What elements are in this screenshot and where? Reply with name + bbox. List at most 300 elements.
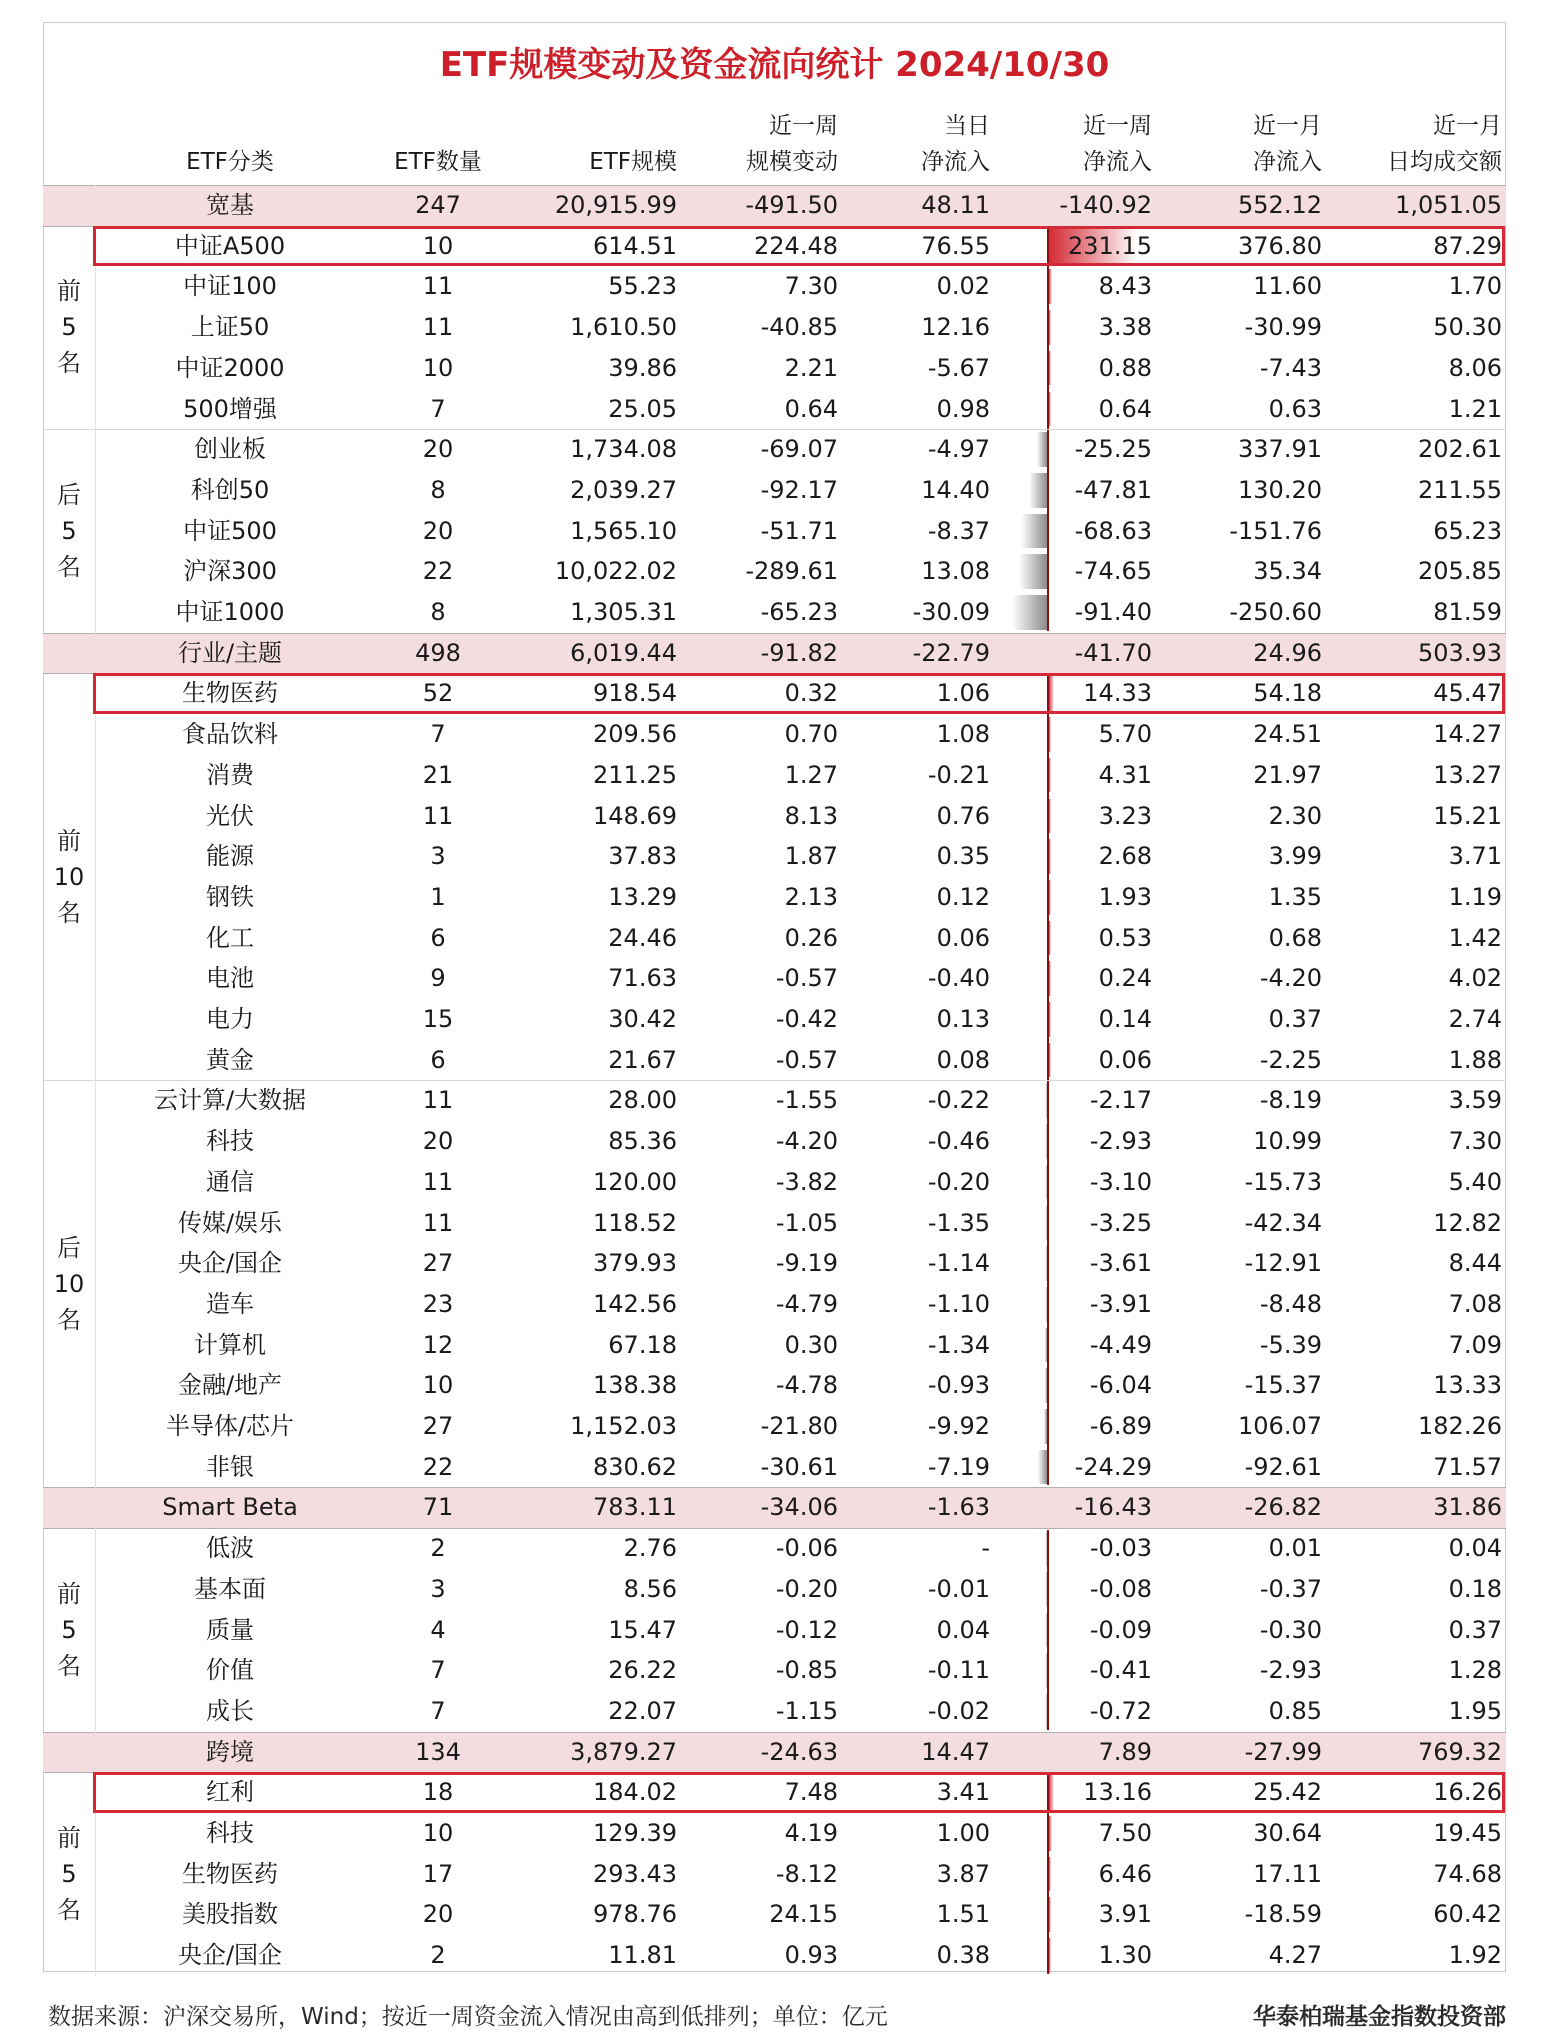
table-cell: -0.20	[927, 1167, 990, 1196]
table-cell: 17.11	[1253, 1859, 1322, 1888]
group-label-char: 5	[61, 313, 77, 342]
table-cell: 376.80	[1238, 231, 1322, 260]
table-cell: 0.64	[1098, 394, 1152, 423]
table-cell: 3.71	[1448, 842, 1502, 871]
table-cell: 13.29	[608, 882, 677, 911]
table-cell: 10	[422, 231, 454, 260]
table-cell: -0.09	[1089, 1615, 1152, 1644]
table-cell: 13.08	[921, 557, 990, 586]
table-cell: 10	[422, 353, 454, 382]
table-cell: 0.53	[1098, 923, 1152, 952]
etf-category-name: 中证500	[183, 516, 277, 545]
table-cell: -491.50	[745, 191, 838, 219]
table-cell: 54.18	[1253, 679, 1322, 708]
table-cell: 224.48	[754, 231, 838, 260]
column-header-line1: 近一月	[1433, 113, 1502, 139]
table-cell: 0.32	[784, 679, 838, 708]
table-cell: 1.06	[936, 679, 990, 708]
table-cell: -22.79	[912, 638, 990, 667]
table-cell: 24.46	[608, 923, 677, 952]
table-cell: 3.91	[1098, 1900, 1152, 1929]
table-cell: 11	[422, 1208, 454, 1237]
table-cell: 7.48	[784, 1778, 838, 1807]
etf-category-name: 科创50	[190, 475, 270, 504]
table-cell: 202.61	[1418, 435, 1502, 464]
table-cell: 769.32	[1418, 1737, 1502, 1766]
table-cell: -8.48	[1259, 1289, 1322, 1318]
table-cell: 0.68	[1268, 923, 1322, 952]
table-cell: 17	[422, 1859, 454, 1888]
group-label-char: 名	[57, 349, 81, 378]
table-cell: 52	[422, 679, 454, 708]
table-cell: 87.29	[1433, 231, 1502, 260]
table-cell: 1.87	[784, 842, 838, 871]
table-cell: 1.28	[1448, 1656, 1502, 1685]
table-cell: 0.18	[1448, 1574, 1502, 1603]
table-cell: 0.26	[784, 923, 838, 952]
table-cell: -2.17	[1089, 1086, 1152, 1115]
table-cell: 0.93	[784, 1941, 838, 1970]
table-cell: -91.40	[1074, 598, 1152, 626]
table-cell: -5.39	[1259, 1330, 1322, 1359]
table-cell: -3.91	[1089, 1289, 1152, 1318]
table-cell: 0.70	[784, 720, 838, 749]
table-cell: 37.83	[608, 842, 677, 871]
table-cell: 0.35	[936, 842, 990, 871]
table-cell: -15.37	[1244, 1371, 1322, 1400]
table-cell: 20	[422, 435, 454, 464]
table-cell: -15.73	[1244, 1167, 1322, 1196]
group-label-char: 名	[57, 1651, 81, 1680]
table-cell: 11.81	[608, 1941, 677, 1970]
highlight-box	[93, 1772, 1505, 1813]
column-header-line2: 日均成交额	[1387, 149, 1502, 175]
column-header-line1: 近一月	[1253, 113, 1322, 139]
table-cell: 24.15	[769, 1900, 838, 1929]
column-header-line1: 当日	[944, 113, 990, 139]
table-cell: -4.97	[927, 435, 990, 464]
etf-category-name: 电力	[206, 1005, 254, 1033]
group-label-char: 前	[57, 1824, 81, 1853]
table-cell: -6.89	[1089, 1412, 1152, 1440]
table-cell: 71.57	[1433, 1452, 1502, 1481]
etf-category-name: 黄金	[206, 1045, 254, 1074]
table-cell: -140.92	[1059, 191, 1152, 219]
group-label-char: 名	[57, 552, 81, 581]
table-cell: -51.71	[760, 516, 838, 545]
table-cell: 4.31	[1098, 760, 1152, 789]
table-cell: 6	[430, 1045, 446, 1074]
table-cell: 10	[422, 1819, 454, 1847]
table-cell: 6,019.44	[570, 638, 677, 667]
table-cell: 8.43	[1098, 272, 1152, 301]
table-cell: 67.18	[608, 1330, 677, 1359]
table-cell: 120.00	[593, 1167, 677, 1196]
column-header-line2: ETF分类	[186, 149, 274, 175]
table-cell: 85.36	[608, 1127, 677, 1156]
table-cell: 3.99	[1268, 842, 1322, 871]
table-cell: 129.39	[593, 1819, 677, 1847]
table-cell: 1.92	[1448, 1941, 1502, 1970]
etf-category-name: 能源	[206, 842, 254, 871]
etf-category-name: 美股指数	[182, 1900, 278, 1929]
table-cell: 71	[422, 1493, 454, 1522]
column-header-line2: 净流入	[921, 149, 990, 175]
column-header-line1: 近一周	[1083, 113, 1152, 139]
table-cell: 783.11	[593, 1493, 677, 1522]
table-cell: 0.08	[936, 1045, 990, 1074]
table-cell: 503.93	[1418, 638, 1502, 667]
table-cell: 11	[422, 272, 454, 301]
table-cell: 14.47	[921, 1737, 990, 1766]
table-cell: -16.43	[1074, 1493, 1152, 1522]
table-cell: -21.80	[760, 1412, 838, 1440]
table-cell: 10.99	[1253, 1127, 1322, 1156]
table-cell: -250.60	[1229, 598, 1322, 626]
table-cell: -0.03	[1089, 1534, 1152, 1563]
table-cell: 6	[430, 923, 446, 952]
table-cell: -3.10	[1089, 1167, 1152, 1196]
table-cell: -42.34	[1244, 1208, 1322, 1237]
table-cell: 25.05	[608, 394, 677, 423]
column-header-line2: 净流入	[1253, 149, 1322, 175]
table-cell: 247	[415, 191, 461, 219]
table-cell: -18.59	[1244, 1900, 1322, 1929]
etf-category-name: 云计算/大数据	[153, 1086, 307, 1115]
group-label	[43, 1080, 95, 1487]
table-cell: 0.14	[1098, 1005, 1152, 1033]
table-cell: -0.22	[927, 1086, 990, 1115]
group-label-char: 10	[53, 862, 85, 891]
table-cell: 26.22	[608, 1656, 677, 1685]
group-label-char: 5	[61, 1615, 77, 1644]
table-cell: 8.13	[784, 801, 838, 830]
etf-category-name: 通信	[206, 1167, 254, 1196]
etf-category-name: 价值	[206, 1656, 254, 1685]
table-cell: -1.35	[927, 1208, 990, 1237]
table-cell: 28.00	[608, 1086, 677, 1115]
table-cell: 16.26	[1433, 1778, 1502, 1807]
table-cell: 11	[422, 801, 454, 830]
table-cell: 337.91	[1238, 435, 1322, 464]
table-cell: 3.23	[1098, 801, 1152, 830]
etf-category-name: 非银	[206, 1452, 254, 1481]
table-cell: 74.68	[1433, 1859, 1502, 1888]
etf-category-name: 成长	[206, 1696, 254, 1725]
table-cell: 7	[430, 394, 446, 423]
table-cell: 0.04	[1448, 1534, 1502, 1563]
etf-category-name: 电池	[206, 964, 254, 993]
group-label-char: 后	[57, 1233, 81, 1262]
table-cell: -12.91	[1244, 1249, 1322, 1278]
table-cell: 14.40	[921, 475, 990, 504]
table-cell: 8.06	[1448, 353, 1502, 382]
table-cell: 379.93	[593, 1249, 677, 1278]
table-cell: 0.13	[936, 1005, 990, 1033]
table-cell: 4	[430, 1615, 446, 1644]
table-cell: 209.56	[593, 720, 677, 749]
group-divider	[43, 1080, 1506, 1081]
table-cell: 23	[422, 1289, 454, 1318]
table-cell: 15.47	[608, 1615, 677, 1644]
table-cell: -1.34	[927, 1330, 990, 1359]
table-cell: 4.19	[784, 1819, 838, 1847]
table-cell: 24.96	[1253, 638, 1322, 667]
data-source-note: 数据来源：沪深交易所，Wind；按近一周资金流入情况由高到低排列；单位：亿元	[48, 2004, 888, 2030]
table-cell: -7.43	[1259, 353, 1322, 382]
table-cell: 30.64	[1253, 1819, 1322, 1847]
table-cell: 1	[430, 882, 446, 911]
table-cell: 13.16	[1083, 1778, 1152, 1807]
table-cell: -2.93	[1259, 1656, 1322, 1685]
table-cell: 0.37	[1448, 1615, 1502, 1644]
etf-category-name: 生物医药	[182, 679, 278, 708]
table-cell: 1.70	[1448, 272, 1502, 301]
table-cell: 1.93	[1098, 882, 1152, 911]
group-label-char: 名	[57, 898, 81, 927]
table-cell: 3.38	[1098, 313, 1152, 342]
group-column-divider	[95, 185, 96, 1976]
table-cell: 48.11	[921, 191, 990, 219]
table-cell: 20	[422, 516, 454, 545]
group-label-char: 5	[61, 1860, 77, 1889]
table-cell: -0.30	[1259, 1615, 1322, 1644]
table-cell: -0.20	[775, 1574, 838, 1603]
table-cell: -24.29	[1074, 1452, 1152, 1481]
table-cell: -0.21	[927, 760, 990, 789]
table-cell: 1.30	[1098, 1941, 1152, 1970]
table-cell: 20,915.99	[554, 191, 677, 219]
etf-category-name: 中证2000	[175, 353, 285, 382]
table-cell: 60.42	[1433, 1900, 1502, 1929]
table-cell: 0.06	[936, 923, 990, 952]
etf-category-name: 中证A500	[174, 231, 286, 260]
table-cell: 1.27	[784, 760, 838, 789]
group-label-char: 前	[57, 1579, 81, 1608]
table-cell: 614.51	[593, 231, 677, 260]
table-cell: -24.63	[760, 1737, 838, 1766]
table-cell: 14.27	[1433, 720, 1502, 749]
table-cell: -1.14	[927, 1249, 990, 1278]
group-label-char: 前	[57, 277, 81, 306]
etf-category-name: 红利	[206, 1778, 254, 1807]
table-cell: -2.93	[1089, 1127, 1152, 1156]
table-cell: 3.41	[936, 1778, 990, 1807]
table-cell: -5.67	[927, 353, 990, 382]
table-cell: -0.06	[775, 1534, 838, 1563]
table-cell: -1.55	[775, 1086, 838, 1115]
etf-category-name: 沪深300	[183, 557, 277, 586]
table-cell: 27	[422, 1412, 454, 1440]
table-cell: 2.21	[784, 353, 838, 382]
table-cell: -0.72	[1089, 1696, 1152, 1725]
table-cell: -4.79	[775, 1289, 838, 1318]
table-cell: 134	[415, 1737, 461, 1766]
highlight-box	[93, 673, 1505, 714]
table-cell: 231.15	[1068, 231, 1152, 260]
table-cell: 21.67	[608, 1045, 677, 1074]
group-label-char: 名	[57, 1896, 81, 1925]
etf-category-name: 低波	[206, 1534, 254, 1563]
table-cell: -3.25	[1089, 1208, 1152, 1237]
table-cell: 1.19	[1448, 882, 1502, 911]
table-cell: 7.09	[1448, 1330, 1502, 1359]
table-cell: 22.07	[608, 1696, 677, 1725]
table-cell: -3.82	[775, 1167, 838, 1196]
table-cell: -4.78	[775, 1371, 838, 1400]
table-cell: 71.63	[608, 964, 677, 993]
table-cell: -1.63	[927, 1493, 990, 1522]
table-cell: -25.25	[1074, 435, 1152, 464]
etf-category-name: 上证50	[190, 313, 270, 342]
table-cell: 1.42	[1448, 923, 1502, 952]
table-cell: 65.23	[1433, 516, 1502, 545]
table-cell: 2.30	[1268, 801, 1322, 830]
table-cell: 0.64	[784, 394, 838, 423]
column-header-line2: ETF规模	[589, 149, 677, 175]
table-cell: 27	[422, 1249, 454, 1278]
table-cell: -92.17	[760, 475, 838, 504]
table-cell: 7	[430, 1656, 446, 1685]
table-cell: -1.15	[775, 1696, 838, 1725]
databar-axis	[1047, 1530, 1049, 1730]
table-cell: 211.55	[1418, 475, 1502, 504]
table-cell: 22	[422, 1452, 454, 1481]
table-cell: 8.44	[1448, 1249, 1502, 1278]
table-cell: 5.70	[1098, 720, 1152, 749]
group-label	[43, 673, 95, 1080]
table-cell: 21.97	[1253, 760, 1322, 789]
table-cell: 918.54	[593, 679, 677, 708]
table-cell: -9.19	[775, 1249, 838, 1278]
table-cell: 31.86	[1433, 1493, 1502, 1522]
table-cell: -41.70	[1074, 638, 1152, 667]
table-cell: -0.57	[775, 964, 838, 993]
table-cell: 1.00	[936, 1819, 990, 1847]
table-cell: 1,152.03	[570, 1412, 677, 1440]
etf-category-name: 500增强	[183, 394, 277, 423]
group-label-char: 前	[57, 826, 81, 855]
table-cell: 7.50	[1098, 1819, 1152, 1847]
table-cell: -26.82	[1244, 1493, 1322, 1522]
table-cell: 2	[430, 1534, 446, 1563]
table-cell: 1,610.50	[570, 313, 677, 342]
table-cell: 0.38	[936, 1941, 990, 1970]
table-cell: 1.21	[1448, 394, 1502, 423]
table-cell: -0.40	[927, 964, 990, 993]
table-cell: -0.85	[775, 1656, 838, 1685]
table-cell: -65.23	[760, 598, 838, 626]
table-cell: -4.49	[1089, 1330, 1152, 1359]
table-cell: 0.01	[1268, 1534, 1322, 1563]
table-cell: 0.06	[1098, 1045, 1152, 1074]
etf-category-name: 科技	[206, 1127, 254, 1156]
table-cell: 2.74	[1448, 1005, 1502, 1033]
category-name: 宽基	[206, 191, 254, 219]
table-cell: 18	[422, 1778, 454, 1807]
table-cell: 978.76	[593, 1900, 677, 1929]
group-label-char: 后	[57, 480, 81, 509]
table-cell: 55.23	[608, 272, 677, 301]
etf-category-name: 科技	[206, 1819, 254, 1847]
table-cell: 24.51	[1253, 720, 1322, 749]
table-cell: 76.55	[921, 231, 990, 260]
etf-category-name: 半导体/芯片	[165, 1412, 295, 1440]
table-cell: 1,734.08	[570, 435, 677, 464]
table-cell: 0.12	[936, 882, 990, 911]
table-cell: 14.33	[1083, 679, 1152, 708]
table-cell: 50.30	[1433, 313, 1502, 342]
group-label-char: 10	[53, 1269, 85, 1298]
table-cell: 498	[415, 638, 461, 667]
table-cell: -34.06	[760, 1493, 838, 1522]
table-cell: -3.61	[1089, 1249, 1152, 1278]
table-cell: -91.82	[760, 638, 838, 667]
table-cell: -8.19	[1259, 1086, 1322, 1115]
table-cell: 3.59	[1448, 1086, 1502, 1115]
table-cell: 0.63	[1268, 394, 1322, 423]
table-cell: -0.46	[927, 1127, 990, 1156]
table-cell: 4.02	[1448, 964, 1502, 993]
table-cell: 2,039.27	[570, 475, 677, 504]
table-cell: 205.85	[1418, 557, 1502, 586]
table-cell: 3,879.27	[570, 1737, 677, 1766]
table-cell: -30.99	[1244, 313, 1322, 342]
table-cell: 5.40	[1448, 1167, 1502, 1196]
table-cell: 0.88	[1098, 353, 1152, 382]
table-cell: 22	[422, 557, 454, 586]
table-cell: 10	[422, 1371, 454, 1400]
column-header-line2: 规模变动	[746, 149, 838, 175]
table-cell: 0.76	[936, 801, 990, 830]
etf-category-name: 生物医药	[182, 1859, 278, 1888]
table-cell: 0.85	[1268, 1696, 1322, 1725]
etf-category-name: 计算机	[194, 1330, 266, 1359]
table-cell: 1.95	[1448, 1696, 1502, 1725]
table-cell: -4.20	[1259, 964, 1322, 993]
table-cell: 13.27	[1433, 760, 1502, 789]
table-cell: -30.61	[760, 1452, 838, 1481]
table-cell: -0.41	[1089, 1656, 1152, 1685]
table-cell: 11.60	[1253, 272, 1322, 301]
table-cell: -69.07	[760, 435, 838, 464]
group-label	[43, 226, 95, 430]
table-cell: 106.07	[1238, 1412, 1322, 1440]
table-cell: -92.61	[1244, 1452, 1322, 1481]
etf-category-name: 质量	[206, 1615, 254, 1644]
table-cell: 7	[430, 1696, 446, 1725]
etf-category-name: 央企/国企	[177, 1249, 283, 1278]
table-cell: 2	[430, 1941, 446, 1970]
table-cell: 1.35	[1268, 882, 1322, 911]
table-cell: 0.04	[936, 1615, 990, 1644]
table-cell: 20	[422, 1900, 454, 1929]
table-cell: 3	[430, 1574, 446, 1603]
table-cell: 3	[430, 842, 446, 871]
highlight-box	[93, 226, 1505, 267]
table-cell: 7.89	[1098, 1737, 1152, 1766]
table-cell: 1.08	[936, 720, 990, 749]
table-cell: -0.57	[775, 1045, 838, 1074]
table-cell: 148.69	[593, 801, 677, 830]
table-cell: 7.30	[1448, 1127, 1502, 1156]
table-cell: 9	[430, 964, 446, 993]
table-cell: -8.37	[927, 516, 990, 545]
table-cell: 19.45	[1433, 1819, 1502, 1847]
table-cell: -289.61	[745, 557, 838, 586]
table-cell: 12.82	[1433, 1208, 1502, 1237]
etf-category-name: 食品饮料	[182, 720, 278, 749]
